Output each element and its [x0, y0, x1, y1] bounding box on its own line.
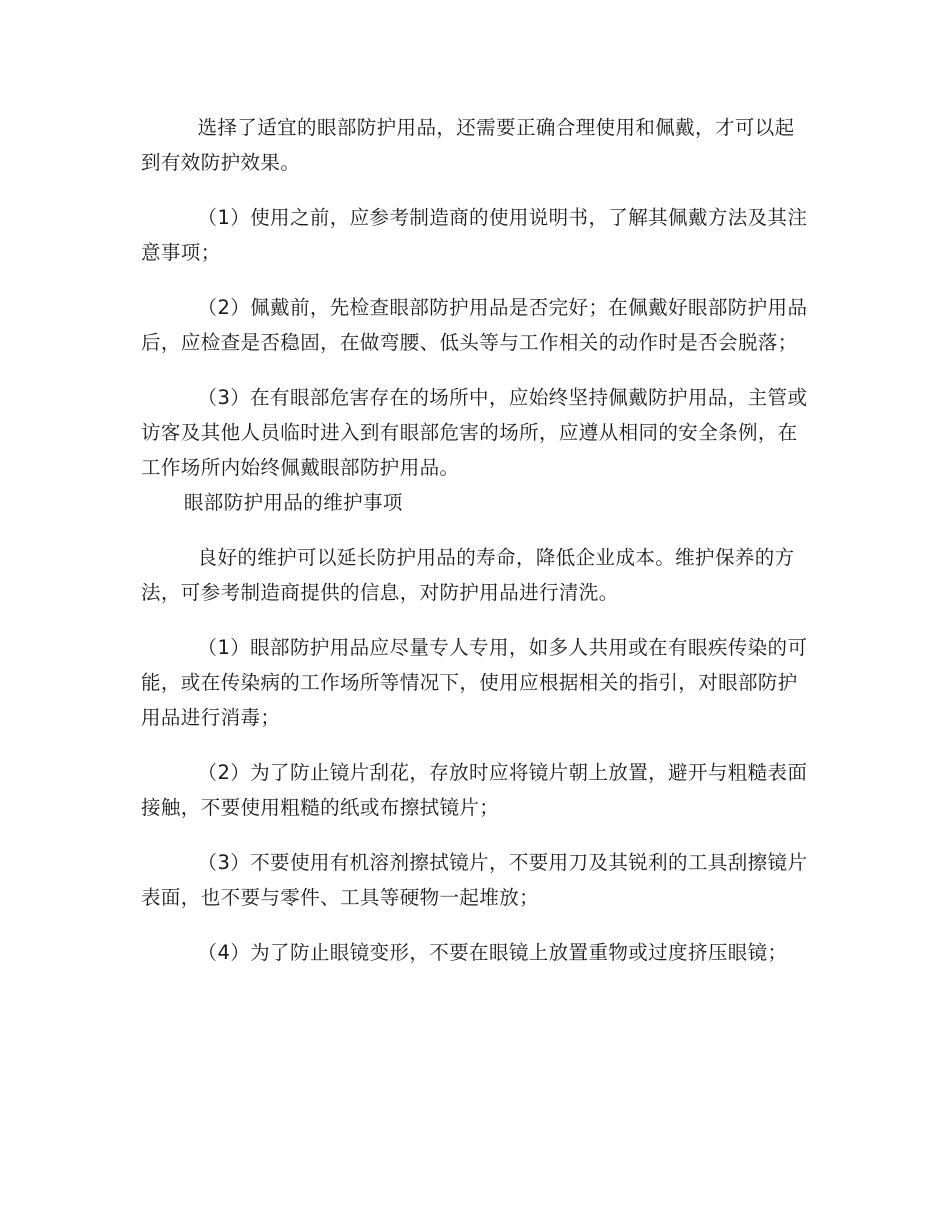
- maintenance-step-3: （3）不要使用有机溶剂擦拭镜片，不要用刀及其锐利的工具刮擦镜片表面，也不要与零件、工具等硬物一起堆放；: [141, 851, 808, 909]
- usage-step-3: （3）在有眼部危害存在的场所中，应始终坚持佩戴防护用品，主管或访客及其他人员临时进入到有眼部危害的场所，应遵从相同的安全条例，在工作场所内始终佩戴眼部防护用品。: [141, 386, 808, 479]
- maintenance-step-2: （2）为了防止镜片刮花，存放时应将镜片朝上放置，避开与粗糙表面接触，不要使用粗糙的纸或布擦拭镜片；: [141, 761, 808, 819]
- intro-paragraph: 选择了适宜的眼部防护用品，还需要正确合理使用和佩戴，才可以起到有效防护效果。: [141, 116, 795, 174]
- maintenance-step-1: （1）眼部防护用品应尽量专人专用，如多人共用或在有眼疾传染的可能，或在传染病的工作场所等情况下，使用应根据相关的指引，对眼部防护用品进行消毒；: [141, 636, 808, 729]
- maintenance-step-4: （4）为了防止眼镜变形，不要在眼镜上放置重物或过度挤压眼镜；: [197, 941, 788, 964]
- section-heading: 眼部防护用品的维护事项: [183, 491, 403, 514]
- maintenance-intro: 良好的维护可以延长防护用品的寿命，降低企业成本。维护保养的方法，可参考制造商提供的信息，对防护用品进行清洗。: [141, 546, 795, 604]
- usage-step-2: （2）佩戴前，先检查眼部防护用品是否完好；在佩戴好眼部防护用品后，应检查是否稳固，在做弯腰、低头等与工作相关的动作时是否会脱落；: [141, 296, 808, 354]
- usage-step-1: （1）使用之前，应参考制造商的使用说明书，了解其佩戴方法及其注意事项；: [141, 206, 808, 264]
- document-body: [141, 110, 811, 970]
